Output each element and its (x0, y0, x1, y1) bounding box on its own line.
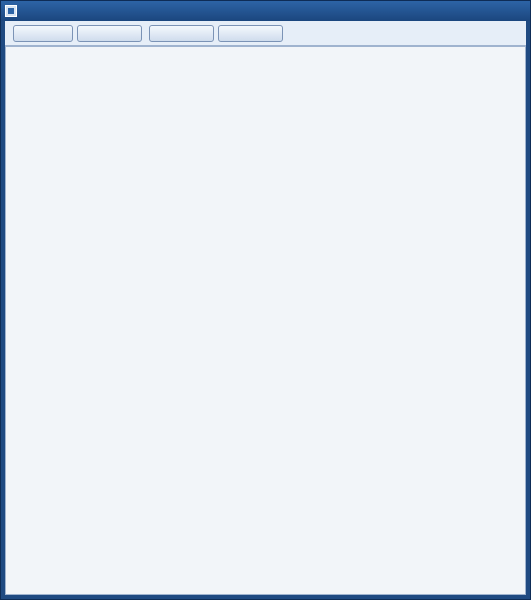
app-icon (5, 5, 17, 17)
save-and-close-button[interactable] (77, 25, 142, 42)
report-button[interactable] (13, 25, 73, 42)
reference-grid (5, 46, 526, 595)
abandon-button[interactable] (149, 25, 214, 42)
update-button[interactable] (218, 25, 283, 42)
title-bar[interactable] (1, 1, 530, 21)
toolbar (5, 21, 526, 46)
